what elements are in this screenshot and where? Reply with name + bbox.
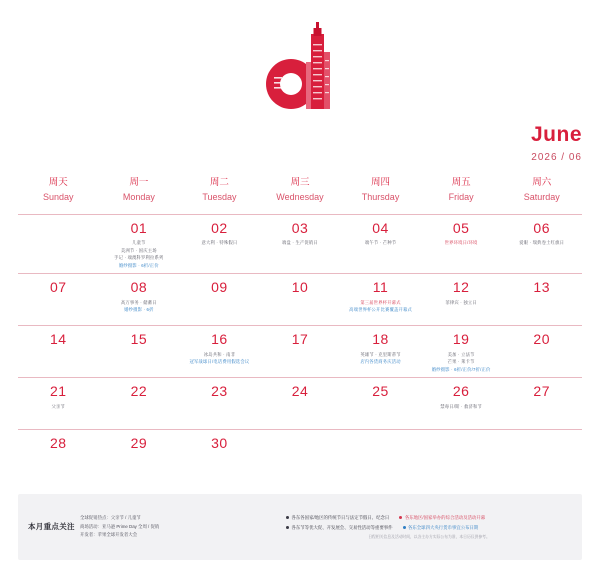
day-note: 手记 · 端澳科罗利拉系列 <box>114 255 164 261</box>
day-number: 03 <box>291 219 309 236</box>
calendar-day-cell[interactable] <box>18 430 99 481</box>
day-note: 高端世界杯公开比赛覆盖开幕式 <box>349 307 413 313</box>
day-number: 18 <box>372 331 389 348</box>
calendar-day-cell[interactable] <box>501 378 582 429</box>
calendar-day-cell[interactable] <box>99 430 180 481</box>
day-number: 12 <box>452 279 470 296</box>
calendar-empty-cell <box>260 430 341 481</box>
calendar-day-cell[interactable] <box>99 326 180 377</box>
day-notes <box>185 351 254 366</box>
calendar-day-cell[interactable] <box>260 378 341 429</box>
day-note: 冠军战球日/电话费用假选会议 <box>189 359 250 365</box>
legend-item <box>403 524 479 531</box>
calendar-day-cell[interactable] <box>501 326 582 377</box>
calendar-day-cell[interactable] <box>18 274 99 325</box>
calendar-day-cell[interactable] <box>179 274 260 325</box>
day-number: 17 <box>291 331 309 348</box>
legend-row <box>286 514 572 521</box>
day-number: 15 <box>130 331 148 348</box>
calendar-day-cell[interactable] <box>340 378 421 429</box>
weekday-label-cn: 周二 <box>209 177 229 188</box>
calendar-day-cell[interactable] <box>179 326 260 377</box>
calendar-day-cell[interactable] <box>340 326 421 377</box>
footer-lines <box>80 514 278 540</box>
day-notes <box>427 351 496 374</box>
day-number: 21 <box>49 383 67 400</box>
day-notes <box>24 403 93 411</box>
day-note: 冰岛共和 · 南非 <box>203 351 236 357</box>
day-number: 05 <box>452 219 470 236</box>
calendar-day-cell[interactable] <box>501 274 582 325</box>
day-number: 04 <box>372 219 389 236</box>
d-monogram-logo <box>262 22 338 114</box>
calendar-day-cell[interactable] <box>340 274 421 325</box>
bullet-dot-icon <box>286 516 289 519</box>
day-number: 08 <box>130 279 148 296</box>
weekday-header <box>260 176 341 205</box>
legend-label: 各东各国家/地区的传统节日与法定节假日、纪念日 <box>291 514 390 520</box>
calendar-week-row <box>18 429 582 481</box>
calendar-day-cell[interactable] <box>99 378 180 429</box>
calendar-week-row <box>18 325 582 377</box>
calendar-day-cell[interactable] <box>421 326 502 377</box>
weekday-header <box>179 176 260 205</box>
day-number: 06 <box>533 219 550 236</box>
calendar-empty-cell <box>501 430 582 481</box>
weekday-label-en: Wednesday <box>276 192 324 203</box>
calendar-day-cell[interactable] <box>179 215 260 274</box>
day-number: 27 <box>533 383 550 400</box>
day-note: 高万事务 · 储蓄日 <box>120 299 157 305</box>
footer-disclaimer: 日程相关信息及活动时间，以各主办方实际公布为准，本日历仅供参考。 <box>368 534 490 539</box>
footer-line: 商场活动：亚马逊 Prime Day 全周 / 促销 <box>80 523 160 529</box>
bullet-dot-icon <box>286 526 289 529</box>
day-number: 22 <box>130 383 148 400</box>
day-notes <box>346 239 415 247</box>
day-notes <box>507 239 576 247</box>
day-number: 20 <box>533 331 550 348</box>
calendar-day-cell[interactable] <box>260 326 341 377</box>
weekday-label-en: Thursday <box>361 192 400 203</box>
weekday-label-cn: 周天 <box>48 177 68 188</box>
calendar-day-cell[interactable] <box>18 326 99 377</box>
footer-highlights <box>28 514 278 540</box>
day-notes <box>427 403 496 411</box>
day-note: 芒果 · 莱卡节 <box>447 359 475 365</box>
day-note: 婚纱摄影 · 6折/正价/7折/正价 <box>431 366 491 372</box>
day-note: 爱眼 · 瑞典卷土红旗日 <box>519 240 565 246</box>
footer-panel <box>18 494 582 560</box>
day-note: 婚纱摄影 · 6折/正价 <box>118 262 159 268</box>
legend-item <box>286 514 389 521</box>
day-number: 26 <box>452 383 470 400</box>
day-notes <box>105 239 174 269</box>
logo-container <box>0 18 600 118</box>
weekday-label-en: Sunday <box>43 192 74 203</box>
footer-line: 开发者：苹果全球开发者大会 <box>80 532 138 538</box>
day-number: 01 <box>130 219 148 236</box>
weekday-header <box>501 176 582 205</box>
day-note: 第三届世界杯开幕式 <box>360 299 401 305</box>
footer-line: 全球促销热点：父亲节 / 儿童节 <box>80 515 141 521</box>
day-note: 意大利 · 特殊假日 <box>201 240 238 246</box>
day-number: 30 <box>211 435 228 452</box>
month-header <box>531 124 582 163</box>
day-number: 29 <box>130 435 148 452</box>
day-number: 24 <box>291 383 309 400</box>
weekday-label-cn: 周五 <box>451 177 471 188</box>
day-note: 端盘 · 生产促销日 <box>282 240 318 246</box>
day-number: 13 <box>533 279 550 296</box>
calendar-day-cell[interactable] <box>18 378 99 429</box>
calendar-day-cell[interactable] <box>260 274 341 325</box>
day-note: 儿童节 <box>132 240 146 246</box>
day-number: 28 <box>49 435 67 452</box>
day-notes <box>266 239 335 247</box>
calendar-day-cell[interactable] <box>501 215 582 274</box>
day-notes <box>427 239 496 247</box>
month-name: June <box>530 123 582 146</box>
calendar-week-row <box>18 377 582 429</box>
day-note: 英雄节 · 克里斯蒂节 <box>360 351 401 357</box>
calendar-day-cell[interactable] <box>421 215 502 274</box>
weekday-label-en: Saturday <box>523 192 560 203</box>
day-note: 店内各货商务庆活动 <box>360 359 401 365</box>
legend-item <box>399 514 485 521</box>
calendar-day-cell[interactable] <box>340 215 421 274</box>
bullet-dot-icon <box>403 526 406 529</box>
day-note: 世界环境日/环境 <box>444 240 478 246</box>
calendar-empty-cell <box>421 430 502 481</box>
day-note: 美加 · 立法节 <box>447 351 475 357</box>
weekday-header-row <box>18 176 582 214</box>
legend-item <box>286 524 393 531</box>
weekday-header <box>421 176 502 205</box>
day-number: 10 <box>291 279 309 296</box>
bullet-dot-icon <box>399 516 402 519</box>
calendar-day-cell[interactable] <box>260 215 341 274</box>
day-note: 父亲节 <box>51 403 66 409</box>
day-notes <box>346 351 415 366</box>
weekday-header <box>99 176 180 205</box>
footer-legend <box>278 514 572 541</box>
legend-row <box>286 524 572 531</box>
calendar-week-row <box>18 214 582 274</box>
day-note: 婚纱摄影 · 6折 <box>124 307 154 313</box>
day-number: 07 <box>49 279 67 296</box>
calendar-empty-cell <box>18 215 99 274</box>
day-note: 端午节 · 芒种节 <box>364 240 397 246</box>
day-note: 禁毒日/斯 · 救济和节 <box>440 403 483 409</box>
weekday-label-cn: 周四 <box>371 177 391 188</box>
calendar-empty-cell <box>340 430 421 481</box>
calendar-day-cell[interactable] <box>421 274 502 325</box>
day-number: 16 <box>211 331 228 348</box>
weekday-header <box>18 176 99 205</box>
calendar-day-cell[interactable] <box>421 378 502 429</box>
weekday-label-cn: 周一 <box>129 177 149 188</box>
month-subtitle: 2026 / 06 <box>531 152 582 163</box>
day-notes <box>346 299 415 314</box>
weekday-header <box>340 176 421 205</box>
day-number: 25 <box>372 383 389 400</box>
weekday-label-cn: 周三 <box>290 177 310 188</box>
day-notes <box>105 299 174 314</box>
footer-title: 本月重点关注 <box>28 521 75 531</box>
calendar-day-cell[interactable] <box>99 274 180 325</box>
calendar-day-cell[interactable] <box>179 378 260 429</box>
day-number: 09 <box>211 279 228 296</box>
day-number: 23 <box>211 383 228 400</box>
weeks-container <box>18 214 582 482</box>
calendar-day-cell[interactable] <box>99 215 180 274</box>
day-notes <box>185 239 254 247</box>
day-number: 02 <box>211 219 228 236</box>
calendar-grid <box>18 176 582 481</box>
day-number: 11 <box>372 279 389 296</box>
weekday-label-en: Tuesday <box>202 192 237 203</box>
day-number: 19 <box>452 331 470 348</box>
weekday-label-en: Monday <box>122 192 155 203</box>
day-notes <box>427 299 496 307</box>
day-note: 菲律宾 · 独立日 <box>445 299 477 305</box>
calendar-day-cell[interactable] <box>179 430 260 481</box>
legend-label: 各东地区/国家举办的综合活动及活动开幕 <box>404 514 486 520</box>
day-note: 美洲节 · 国庆主场 <box>120 247 157 253</box>
calendar-week-row <box>18 273 582 325</box>
weekday-label-en: Friday <box>448 192 474 203</box>
legend-label: 各东全球四大央行货币事宜公布日期 <box>408 524 479 530</box>
day-number: 14 <box>49 331 67 348</box>
weekday-label-cn: 周六 <box>532 177 552 188</box>
legend-label: 各东节等优大促、开发展会、交易性活动等重要事件 <box>291 524 393 530</box>
